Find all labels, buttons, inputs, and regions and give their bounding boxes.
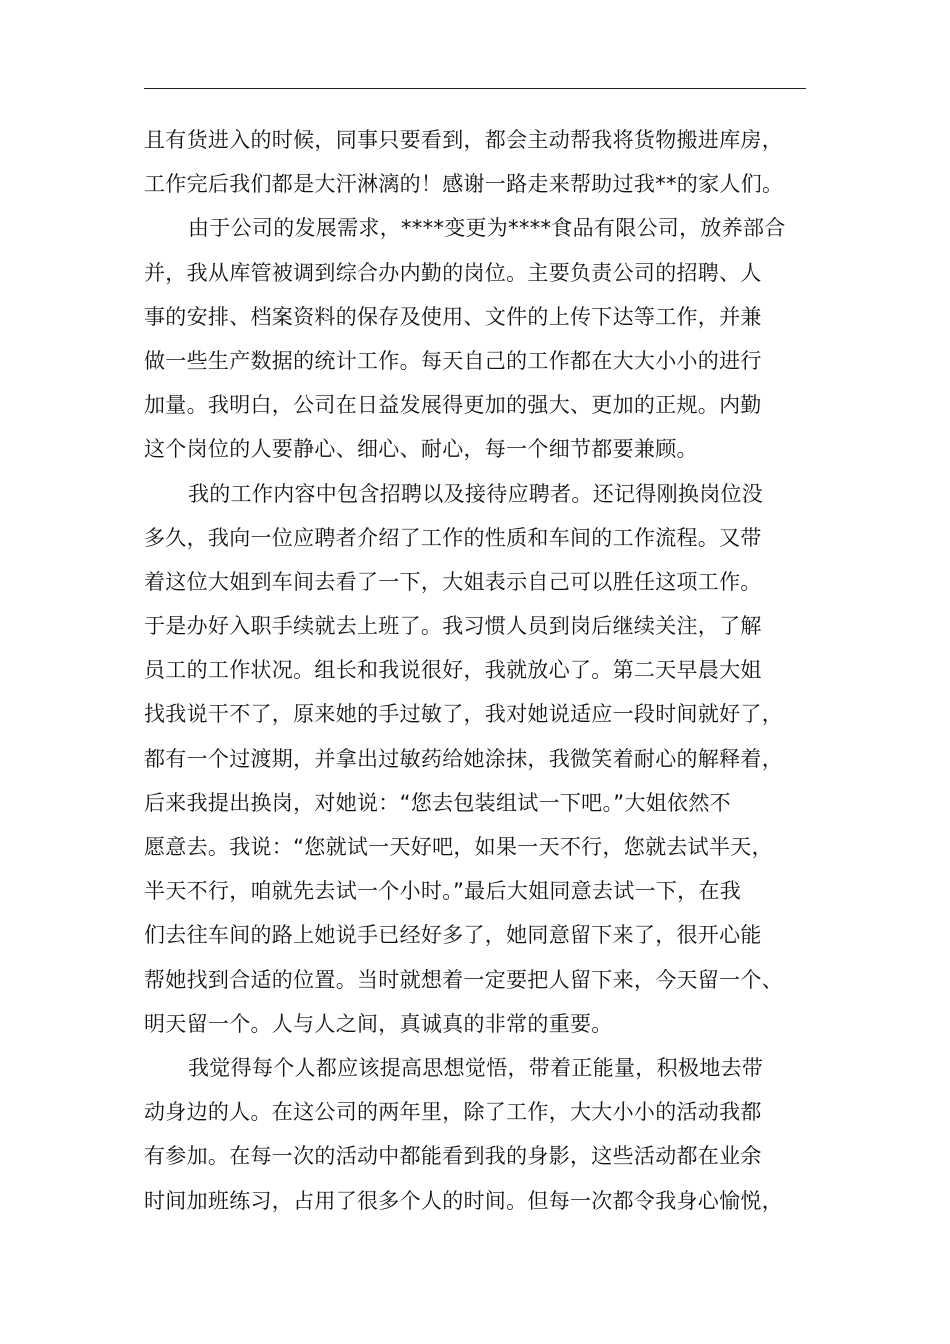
text-line: 由于公司的发展需求，****变更为****食品有限公司，放养部合 xyxy=(188,216,786,241)
text-line: 工作完后我们都是大汗淋漓的！感谢一路走来帮助过我**的家人们。 xyxy=(144,172,784,197)
text-line: 们去往车间的路上她说手已经好多了，她同意留下来了，很开心能 xyxy=(144,923,762,948)
text-line: 事的安排、档案资料的保存及使用、文件的上传下达等工作，并兼 xyxy=(144,304,762,329)
text-line: 都有一个过渡期，并拿出过敏药给她涂抹，我微笑着耐心的解释着， xyxy=(144,746,783,771)
body-text xyxy=(144,118,806,1223)
text-line: 着这位大姐到车间去看了一下，大姐表示自己可以胜任这项工作。 xyxy=(144,569,762,594)
text-line: 这个岗位的人要静心、细心、耐心，每一个细节都要兼顾。 xyxy=(144,437,698,462)
header-divider xyxy=(144,88,806,89)
text-line: 后来我提出换岗，对她说：“您去包装组试一下吧。”大姐依然不 xyxy=(144,790,731,815)
text-line: 愿意去。我说：“您就试一天好吧，如果一天不行，您就去试半天， xyxy=(144,835,773,859)
text-line: 并，我从库管被调到综合办内勤的岗位。主要负责公司的招聘、人 xyxy=(144,260,762,285)
text-line: 帮她找到合适的位置。当时就想着一定要把人留下来，今天留一个、 xyxy=(144,967,783,992)
text-line: 我的工作内容中包含招聘以及接待应聘者。还记得刚换岗位没 xyxy=(188,481,764,506)
text-line: 时间加班练习，占用了很多个人的时间。但每一次都令我身心愉悦， xyxy=(144,1188,783,1213)
text-line: 于是办好入职手续就去上班了。我习惯人员到岗后继续关注，了解 xyxy=(144,614,762,639)
text-line: 明天留一个。人与人之间，真诚真的非常的重要。 xyxy=(144,1011,613,1036)
text-line: 做一些生产数据的统计工作。每天自己的工作都在大大小小的进行 xyxy=(144,348,762,373)
text-line: 有参加。在每一次的活动中都能看到我的身影，这些活动都在业余 xyxy=(144,1144,762,1169)
text-line: 且有货进入的时候，同事只要看到，都会主动帮我将货物搬进库房， xyxy=(144,128,783,152)
text-line: 多久，我向一位应聘者介绍了工作的性质和车间的工作流程。又带 xyxy=(144,525,762,550)
text-line: 动身边的人。在这公司的两年里，除了工作，大大小小的活动我都 xyxy=(144,1100,762,1125)
text-line: 找我说干不了，原来她的手过敏了，我对她说适应一段时间就好了， xyxy=(144,702,783,727)
text-line: 半天不行，咱就先去试一个小时。”最后大姐同意去试一下，在我 xyxy=(144,879,742,904)
text-line: 员工的工作状况。组长和我说很好，我就放心了。第二天早晨大姐 xyxy=(144,658,762,683)
text-line: 加量。我明白，公司在日益发展得更加的强大、更加的正规。内勤 xyxy=(144,393,762,418)
text-line: 我觉得每个人都应该提高思想觉悟，带着正能量，积极地去带 xyxy=(188,1055,764,1080)
